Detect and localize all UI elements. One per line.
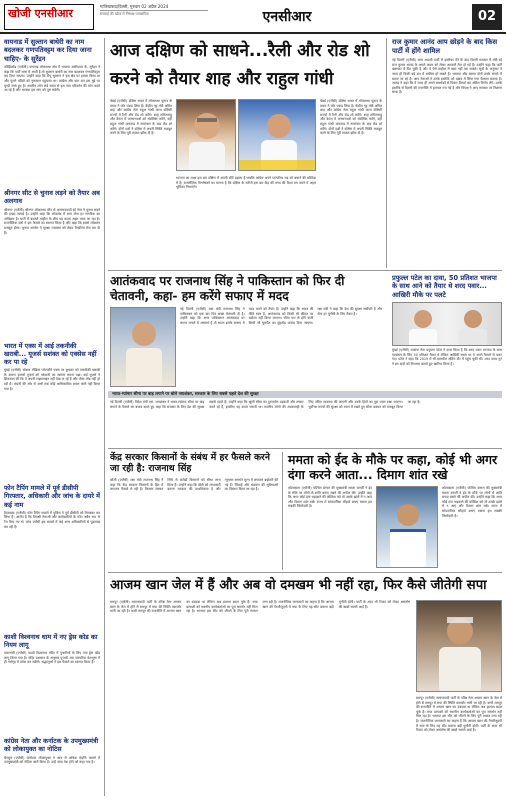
- lead-headline-line1: आज दक्षिण को साधने...रैली और रोड शो: [110, 41, 370, 61]
- article-body: मुंबई (एजेंसी) राकांपा नेता प्रफुल्ल पटेल ने दावा किया है कि शरद पवार भाजपा के साथ गठबंधन के लिए 50 प्रतिशत तैयार थे लेकिन आखिरी समय पर वे अपने फैसले से पलट गए। पटेल ने कहा कि 2019 में भी बातचीत अंतिम दौर में पहुंच चुकी थी। शरद पवार गुट ने इन दावों को निराधार बताते हुए खारिज किया है।: [392, 348, 502, 366]
- right-story: [392, 38, 502, 268]
- portrait-figure: [111, 308, 176, 387]
- mamata-banerjee-photo: [376, 486, 438, 568]
- farmers-headline: केंद्र सरकार किसानों के संबंध में हर फैसले करने जा रही है: राजनाथ सिंह: [110, 452, 270, 475]
- banner-body: नई दिल्ली (एजेंसी) विदेश मंत्री एस. जयशंकर ने भारत-म्यांमार सीमा पर बाड़ लगाने के फैसले का बचाव करते हुए कहा कि सरकार के लिए देश की सुरक्षा सबसे पहले है। उन्होंने कहा कि खुली सीमा का दुरुपयोग उग्रवादी और तस्कर करते रहे हैं, इसलिए यह कदम जरूरी था। स्थानीय लोगों की आवाजाही के लिए उचित व्यवस्था की जाएगी और उनके हितों का पूरा ध्यान रखा जाएगा। पूर्वोत्तर राज्यों की सुरक्षा को ध्यान में रखते हुए सीमा प्रबंधन को मजबूत किया जा रहा है।: [110, 400, 421, 409]
- lead-body: चेन्नई (एजेंसी) दक्षिण भारत में लोकसभा चुनाव के प्रचार ने जोर पकड़ लिया है। केंद्रीय गृह मंत्री अमित शाह और कांग्रेस नेता राहुल गांधी आज दक्षिणी राज्यों में रैली और रोड शो करेंगे। शाह तमिलनाडु और केरल में जनसभाओं को संबोधित करेंगे, वहीं राहुल गांधी वायनाड में नामांकन के बाद रोड शो करेंगे। दोनों दलों ने दक्षिण में अपनी स्थिति मजबूत करने के लिए पूरी ताकत झोंक दी है।: [110, 99, 172, 136]
- article-body: नई दिल्ली (एजेंसी) आम आदमी पार्टी से इस्तीफा देने के बाद दिल्ली सरकार में मंत्री रहे राज कुमार आनंद के अगले कदम को लेकर अटकलें तेज हो गई हैं। उन्होंने कहा कि पार्टी भ्रष्टाचार में घिर चुकी है और वे ऐसे माहौल में काम नहीं कर सकते। सूत्रों के अनुसार वे जल्द ही किसी बड़े दल में शामिल हो सकते हैं। भाजपा और बसपा दोनों उनके संपर्क में बताए जा रहे हैं। आप नेताओं ने उनके इस्तीफे को दबाव में लिया गया फैसला बताया है। आनंद ने कहा कि वे जल्द ही अपने समर्थकों से विचार-विमर्श कर अंतिम निर्णय लेंगे। उनके इस्तीफे से दिल्ली की राजनीति में हलचल मच गई है और विपक्ष ने आप सरकार पर निशाना साधा है।: [392, 58, 502, 95]
- article-body: हैदराबाद (एजेंसी) फोन टैपिंग मामले में पुलिस ने पूर्व डीसीपी को गिरफ्तार कर लिया है। आरोप है कि विपक्षी नेताओं और कारोबारियों के फोन अवैध रूप से टैप किए गए थे। जांच एजेंसी इस मामले में कई अन्य अधिकारियों से पूछताछ कर रही है।: [4, 510, 100, 529]
- article-headline: भारत में एक्स में आई तकनीकी खराबी... यूजर्स सशंक्त को एक्सेस नहीं कर पा रहे: [4, 341, 97, 367]
- rajnath-headline: आतंकवाद पर राजनाथ सिंह ने पाकिस्तान को फिर दी चेतावनी, कहा- हम करेंगे सफाए में मदद: [110, 274, 345, 303]
- article-body: वाराणसी (एजेंसी) काशी विश्वनाथ मंदिर में पुजारियों के लिए नया ड्रेस कोड लागू किया गया है। मंदिर प्रशासन के अनुसार पुजारी अब पारंपरिक वेशभूषा में ही गर्भगृह में प्रवेश कर सकेंगे। श्रद्धालुओं ने इस फैसले का स्वागत किया है।: [4, 651, 100, 665]
- lead-headline-line2: करने को तैयार शाह और राहुल गांधी: [110, 69, 334, 89]
- article-body: मुंबई (एजेंसी) सोशल मीडिया प्लेटफॉर्म एक्स पर बुधवार को तकनीकी खराबी के कारण हजारों यूजर्स को परेशानी का सामना करना पड़ा। कई यूजर्स ने शिकायत की कि वे अपनी टाइमलाइन नहीं देख पा रहे हैं और पोस्ट लोड नहीं हो रही हैं। कंपनी की ओर से अभी तक कोई आधिकारिक बयान जारी नहीं किया गया है।: [4, 368, 100, 391]
- issue-info: [100, 4, 208, 30]
- newspaper-logo: [4, 4, 94, 30]
- portrait-figure: [377, 487, 438, 568]
- story-banner: भारत-म्यांमार सीमा पर बाड़ लगाने पर बोले जयशंकर, सरकार के लिए सबसे पहले देश की सुरक्षा: [108, 391, 502, 398]
- mamata-body: कोलकाता (एजेंसी) पश्चिम बंगाल की मुख्यमंत्री ममता बनर्जी ने ईद के मौके पर लोगों से शांति बनाए रखने की अपील की। उन्होंने कहा कि अगर कोई दंगा भड़काने की कोशिश करे तो उसके झांसे में न आएं और दिमाग शांत रखें। राज्य में सांप्रदायिक सौहार्द बनाए रखना हम सबकी जिम्मेदारी है।: [288, 486, 372, 509]
- azam-body: रामपुर (एजेंसी) समाजवादी पार्टी के वरिष्ठ नेता आजम खान के जेल में होने से रामपुर में सपा की स्थिति कमजोर मानी जा रही है। कभी रामपुर की राजनीति में आजम खान का दबदबा था लेकिन अब हालात बदल चुके हैं। सपा प्रत्याशी को स्थानीय कार्यकर्ताओं का पूरा समर्थन नहीं मिल रहा है। भाजपा इस सीट को जीतने के लिए पूरी ताकत लगा रही है। राजनीतिक जानकारों का कहना है कि आजम खान की गैरमौजूदगी में सपा के लिए यह सीट बचाना बड़ी चुनौती होगी। पार्टी के अंदर भी टिकट को लेकर असंतोष की खबरें सामने आई हैं।: [110, 600, 410, 614]
- column-divider: [386, 38, 387, 268]
- article-body: श्रीनगर (एजेंसी) श्रीनगर लोकसभा सीट से अलगाववादी रहे नेता ने चुनाव लड़ने की इच्छा जताई है। उन्होंने कहा कि लोकतंत्र में भाग लेना हर नागरिक का अधिकार है। घाटी में बदलते माहौल के बीच यह कदम अहम माना जा रहा है। राजनीतिक दलों ने इस फैसले का स्वागत किया है और कहा कि इससे लोकतंत्र मजबूत होगा। चुनाव आयोग ने सुरक्षा व्यवस्था को लेकर तैयारियां तेज कर दी हैं।: [4, 207, 100, 235]
- column-divider: [104, 38, 105, 796]
- article-headline: वायनाड में सुल्तान बाथेरी का नाम बदलकर गणपतिवट्टम कर दिया जाना चाहिए- के सुरेंद्रन: [4, 38, 92, 63]
- article-headline: श्रीनगर सीट से चुनाव लड़ने को तैयार अब अलगाव: [4, 189, 100, 206]
- portrait-figure: [177, 100, 236, 171]
- azam-body-continued: रामपुर (एजेंसी) समाजवादी पार्टी के वरिष्ठ नेता आजम खान के जेल में होने से रामपुर में सपा की स्थिति कमजोर मानी जा रही है। कभी रामपुर की राजनीति में आजम खान का दबदबा था लेकिन अब हालात बदल चुके हैं। सपा प्रत्याशी को स्थानीय कार्यकर्ताओं का पूरा समर्थन नहीं मिल रहा है। भाजपा इस सीट को जीतने के लिए पूरी ताकत लगा रही है। राजनीतिक जानकारों का कहना है कि आजम खान की गैरमौजूदगी में सपा के लिए यह सीट बचाना बड़ी चुनौती होगी। पार्टी के अंदर भी टिकट को लेकर असंतोष की खबरें सामने आई हैं।: [416, 696, 502, 733]
- portrait-figure: [239, 100, 316, 171]
- article-headline: कांग्रेस नेता और कर्नाटक के उपमुख्यमंत्री को लोकायुक्त का नोटिस: [4, 737, 99, 754]
- praful-patel-photo: [392, 302, 502, 346]
- lead-body-continued: भाजपा का लक्ष्य इस बार दक्षिण में अपनी सीटें बढ़ाना है जबकि कांग्रेस अपने पारंपरिक गढ़ को बचाने की कोशिश में है। राजनीतिक विश्लेषकों का मानना है कि दक्षिण के नतीजे इस बार केंद्र की सत्ता की दिशा तय करने में अहम भूमिका निभाएंगे।: [176, 176, 316, 190]
- rajnath-body: नई दिल्ली (एजेंसी) रक्षा मंत्री राजनाथ सिंह ने पाकिस्तान को एक बार फिर सख्त चेतावनी दी है। उन्होंने कहा कि अगर पाकिस्तान आतंकवाद पर लगाम लगाने में असमर्थ है तो भारत इसके सफाए में मदद करने को तैयार है। उन्होंने कहा कि भारत की नीति स्पष्ट है, आतंकवाद को किसी भी कीमत पर बर्दाश्त नहीं किया जाएगा। सीमा पार से होने वाली किसी भी घुसपैठ का मुंहतोड़ जवाब दिया जाएगा। रक्षा मंत्री ने कहा कि देश की सुरक्षा सर्वोपरि है और सेना हर चुनौती के लिए तैयार है।: [180, 307, 382, 325]
- amit-shah-photo: [176, 99, 236, 171]
- article-body: बेंगलुरु (एजेंसी) कर्नाटक लोकायुक्त ने आय से अधिक संपत्ति मामले में उपमुख्यमंत्री को नोटिस जारी किया है। उन्हें जल्द पेश होने को कहा गया है।: [4, 755, 100, 765]
- article-headline: प्रफुल्ल पटेल का दावा, 50 प्रतिशत भाजपा के साथ आने को तैयार थे शरद पवार... आखिरी मौके पर पलटे: [392, 274, 497, 299]
- portrait-figure: [393, 303, 502, 346]
- section-divider: [108, 270, 502, 271]
- azam-khan-photo: [416, 600, 502, 692]
- article-headline: काशी विश्वनाथ धाम में नए ड्रेस कोड का नियम लागू: [4, 632, 98, 650]
- mamata-headline: ममता को ईद के मौके पर कहा, कोई भी अगर दंगा करने आता... दिमाग शांत रखे: [288, 452, 498, 483]
- rahul-gandhi-photo: [238, 99, 316, 171]
- section-divider: [108, 572, 502, 573]
- page-number: 02: [472, 4, 502, 30]
- left-column: [4, 38, 100, 796]
- section-name: एनसीआर: [262, 9, 312, 25]
- praful-story: [392, 274, 502, 390]
- dateline: गाजियाबाद/दिल्ली, गुरुवार 02 अप्रैल 2024: [100, 4, 208, 11]
- farmers-body: बरेली (एजेंसी) रक्षा मंत्री राजनाथ सिंह ने कहा कि केंद्र सरकार किसानों के हित में लगातार फैसले ले रही है। किसान सम्मान निधि से करोड़ों किसानों को सीधा लाभ मिला है। उन्होंने कहा कि खेती को लाभकारी बनाना सरकार की प्राथमिकता है और न्यूनतम समर्थन मूल्य में लगातार बढ़ोतरी की गई है। सिंचाई और भंडारण की सुविधाओं का विस्तार किया जा रहा है।: [110, 478, 278, 492]
- section-divider: [108, 448, 502, 449]
- lead-body-extra: चेन्नई (एजेंसी) दक्षिण भारत में लोकसभा चुनाव के प्रचार ने जोर पकड़ लिया है। केंद्रीय गृह मंत्री अमित शाह और कांग्रेस नेता राहुल गांधी आज दक्षिणी राज्यों में रैली और रोड शो करेंगे। शाह तमिलनाडु और केरल में जनसभाओं को संबोधित करेंगे, वहीं राहुल गांधी वायनाड में नामांकन के बाद रोड शो करेंगे। दोनों दलों ने दक्षिण में अपनी स्थिति मजबूत करने के लिए पूरी ताकत झोंक दी है।: [320, 99, 382, 136]
- azam-headline: आजम खान जेल में हैं और अब वो दमखम भी नहीं रहा, फिर कैसे जीतेगी सपा: [110, 578, 487, 593]
- tagline: सच्चाई की खोज में निष्पक्ष पत्रकारिता: [100, 12, 149, 16]
- column-divider: [282, 452, 283, 570]
- rajnath-singh-photo: [110, 307, 176, 387]
- article-body: कोझिकोड (एजेंसी) वायनाड लोकसभा क्षेत्र में भाजपा उम्मीदवार के. सुरेंद्रन ने कहा कि पार्टी सत्ता में आती है तो सुल्तान बाथेरी का नाम बदलकर गणपतिवट्टम कर दिया जाएगा। उन्होंने कहा कि टीपू सुल्तान ने इस क्षेत्र पर हमला किया था और पुराने मंदिरों को नुकसान पहुंचाया था। कांग्रेस और वाम दल इस मुद्दे पर चुप्पी साधे हुए हैं। स्थानीय लोग लंबे समय से इस नाम परिवर्तन की मांग करते आ रहे हैं और भाजपा इस मांग को पूरा करेगी।: [4, 65, 100, 93]
- article-headline: फोन टैपिंग मामले में पूर्व डीसीपी गिरफ्तार, अधिकारी और जांच के दायरे में कई नाम: [4, 484, 100, 509]
- portrait-figure: [417, 601, 502, 692]
- brand-name: खोजी एनसीआर: [8, 7, 73, 20]
- masthead: [0, 0, 506, 34]
- article-headline: राज कुमार आनंद आप छोड़ने के बाद किस पार्टी में होंगे शामिल: [392, 38, 498, 55]
- mamata-body-continued: कोलकाता (एजेंसी) पश्चिम बंगाल की मुख्यमंत्री ममता बनर्जी ने ईद के मौके पर लोगों से शांति बनाए रखने की अपील की। उन्होंने कहा कि अगर कोई दंगा भड़काने की कोशिश करे तो उसके झांसे में न आएं और दिमाग शांत रखें। राज्य में सांप्रदायिक सौहार्द बनाए रखना हम सबकी जिम्मेदारी है।: [442, 486, 502, 518]
